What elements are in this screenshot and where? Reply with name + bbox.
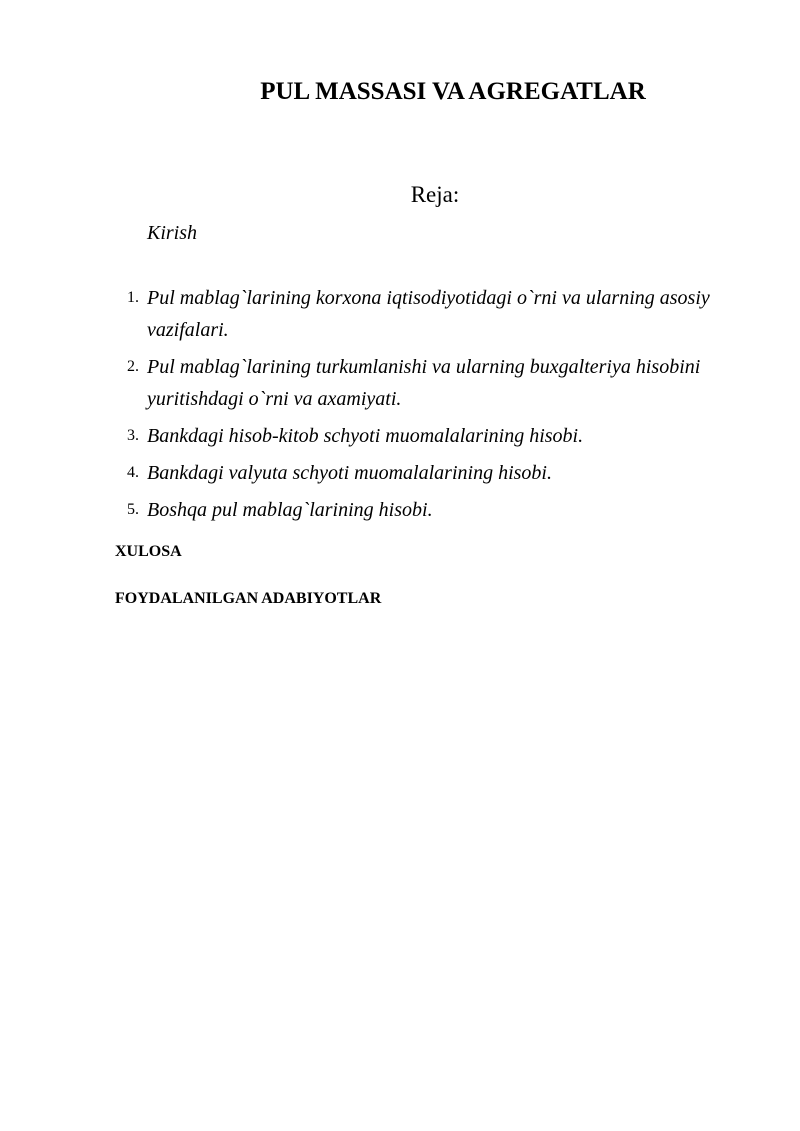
plan-item-number: 2.	[127, 358, 139, 375]
plan-item	[0, 420, 800, 452]
plan-item-text: Boshqa pul mablag`larining hisobi.	[147, 499, 433, 521]
plan-item-number: 5.	[127, 501, 139, 518]
plan-item-text: Bankdagi hisob-kitob schyoti muomalalarining hisobi.	[147, 425, 584, 447]
plan-list	[0, 282, 800, 531]
conclusion-heading: XULOSA	[115, 543, 182, 560]
plan-item-number: 3.	[127, 427, 139, 444]
plan-item	[0, 351, 800, 415]
plan-item	[0, 282, 800, 346]
plan-item-text: Pul mablag`larining korxona iqtisodiyotidagi o`rni va ularning asosiy vazifalari.	[147, 287, 710, 341]
document-title: PUL MASSASI VA AGREGATLAR	[260, 78, 646, 105]
plan-item-number: 1.	[127, 289, 139, 306]
plan-heading: Reja:	[410, 182, 460, 207]
plan-item-text: Pul mablag`larining turkumlanishi va ularning buxgalteriya hisobini yuritishdagi o`rni va axamiyati.	[147, 356, 701, 410]
plan-item-text: Bankdagi valyuta schyoti muomalalarining hisobi.	[147, 462, 552, 484]
plan-intro: Kirish	[147, 222, 198, 244]
references-heading: FOYDALANILGAN ADABIYOTLAR	[115, 590, 382, 607]
plan-item	[0, 494, 800, 526]
plan-item	[0, 457, 800, 489]
plan-item-number: 4.	[127, 464, 139, 481]
